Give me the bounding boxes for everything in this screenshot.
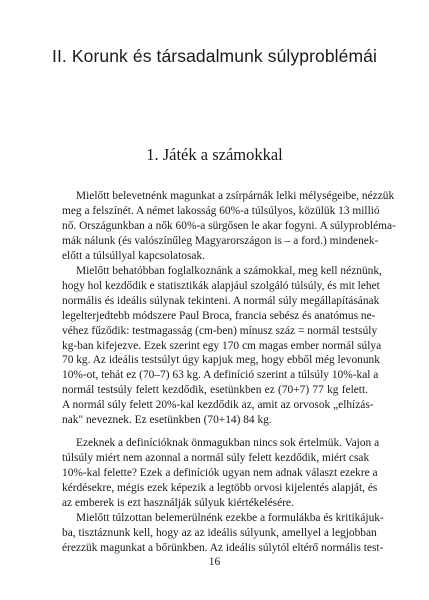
text-line: nő. Országunkban a nők 60%-a sürgősen le akar fogyni. A súlyprobléma- — [62, 219, 396, 232]
page-number: 16 — [208, 556, 221, 568]
body-text — [62, 189, 396, 556]
text-line: Mielőtt belevetnénk magunkat a zsírpárnák lelki mélységeibe, nézzük — [76, 190, 395, 202]
text-line: normális és ideális súlynak tekinteni. A normál súly megállapításának — [62, 294, 380, 307]
text-line: legelterjedtebb módszere Paul Broca, francia sebész és anatómus ne- — [62, 309, 376, 322]
text-line: nak" neveznek. Ez esetünkben (70+14) 84 kg. — [62, 414, 272, 427]
text-line: 10%-ot, tehát ez (70–7) 63 kg. A definíció szerint a túlsúly 10%-kal a — [62, 369, 379, 382]
text-line: Mielőtt behatóbban foglalkoznánk a számokkal, meg kell néznünk, — [76, 264, 382, 277]
text-line: véhez fűződik: testmagasság (cm-ben) mínusz száz = normál testsúly — [62, 324, 378, 337]
text-line: 10%-kal felette? Ezek a definíciók ugyan nem adnak választ ezekre a — [62, 467, 378, 480]
text-line: ba, tisztáznunk kell, hogy az az ideális súlyunk, amellyel a legjobban — [62, 526, 377, 539]
text-line: Mielőtt túlzottan belemerülnénk ezekbe a formulákba és kritikájuk- — [76, 512, 384, 525]
text-line: mák nálunk (és valószínűleg Magyarországon is – a ford.) mindenek- — [62, 234, 379, 247]
paragraph — [62, 436, 380, 511]
section-title: 1. Játék a számokkal — [146, 145, 283, 164]
text-line: hogy hol kezdődik e statisztikák alapjául szolgáló túlsúly, és mit lehet — [62, 279, 380, 292]
paragraph — [62, 189, 396, 264]
text-line: meg a felszínét. A német lakosság 60%-a túlsúlyos, közülük 13 millió — [62, 204, 380, 217]
paragraph — [62, 264, 382, 428]
text-line: kérdésekre, mégis ezek képezik a legtöbb orvosi kijelentés alapját, és — [62, 482, 378, 495]
text-line: előtt a túlsúllyal kapcsolatosak. — [62, 249, 205, 262]
text-line: normál testsúly felett kezdődik, esetünkben ez (70+7) 77 kg felett. — [62, 384, 368, 397]
text-line: túlsúly miért nem azonnal a normál súly felett kezdődik, miért csak — [62, 452, 370, 465]
text-line: A normál súly felett 20%-kal kezdődik az, amit az orvosok „elhízás- — [62, 399, 374, 412]
text-line: Ezeknek a definícióknak önmagukban nincs sok értelmük. Vajon a — [76, 437, 380, 450]
text-line: érezzük magunkat a bőrünkben. Az ideális súlytól eltérő normális test- — [62, 541, 384, 554]
text-line: az emberek is ezt használják súlyuk kiértékelésére. — [62, 497, 294, 510]
paragraph — [62, 511, 384, 556]
chapter-title: II. Korunk és társadalmunk súlyproblémái — [52, 46, 377, 66]
text-line: 70 kg. Az ideális testsúlyt úgy kapjuk meg, hogy ebből még levonunk — [62, 354, 380, 367]
text-line: kg-ban kifejezve. Ezek szerint egy 170 cm magas ember normál súlya — [62, 339, 382, 352]
